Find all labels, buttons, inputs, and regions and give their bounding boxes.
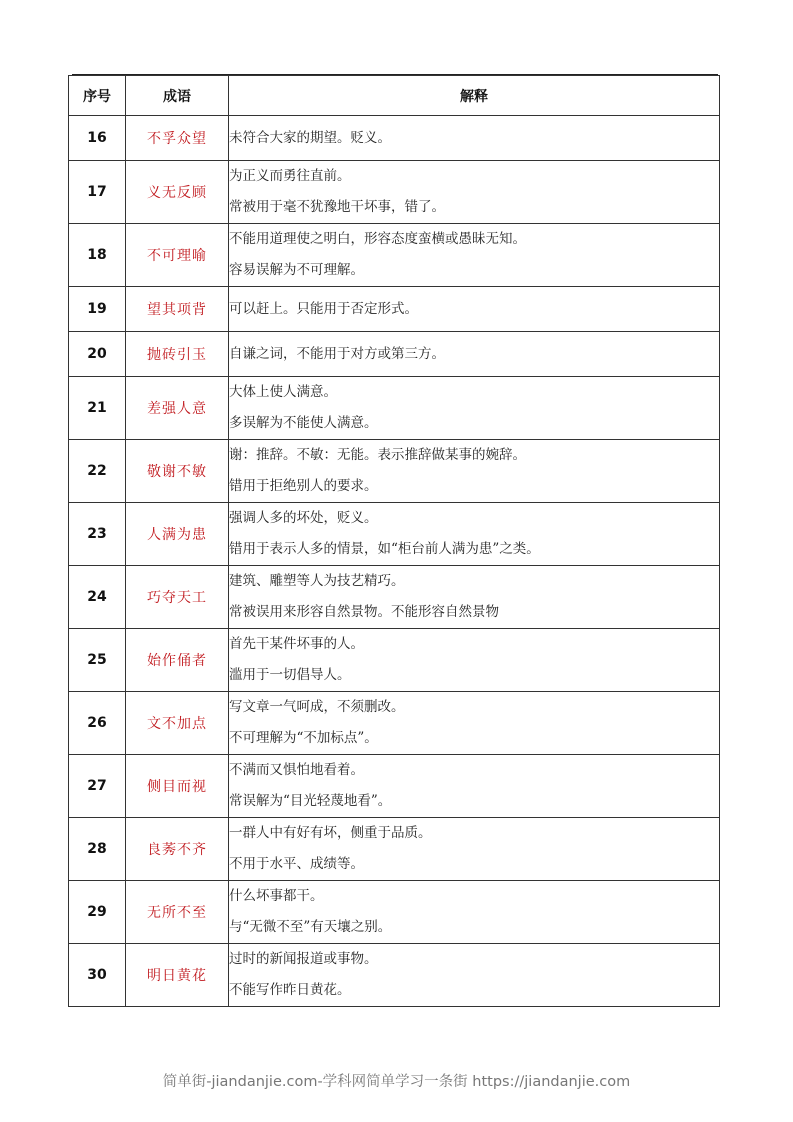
row-idiom: 良莠不齐 bbox=[126, 818, 229, 881]
row-number: 21 bbox=[69, 377, 126, 440]
explanation-line: 滥用于一切倡导人。 bbox=[229, 667, 351, 683]
row-number: 23 bbox=[69, 503, 126, 566]
table-header-row bbox=[69, 76, 720, 116]
row-explanation bbox=[229, 755, 720, 818]
explanation-line: 一群人中有好有坏，侧重于品质。 bbox=[229, 825, 432, 841]
explanation-line: 常被用于毫不犹豫地干坏事，错了。 bbox=[229, 199, 445, 215]
table-row bbox=[69, 377, 720, 440]
row-explanation bbox=[229, 161, 720, 224]
explanation-line: 建筑、雕塑等人为技艺精巧。 bbox=[229, 573, 405, 589]
explanation-line: 常被误用来形容自然景物。不能形容自然景物 bbox=[229, 604, 499, 620]
row-number: 26 bbox=[69, 692, 126, 755]
idiom-table bbox=[68, 75, 720, 1007]
table-row bbox=[69, 692, 720, 755]
explanation-line: 不能写作昨日黄花。 bbox=[229, 982, 351, 998]
row-explanation bbox=[229, 116, 720, 161]
header-idiom: 成语 bbox=[126, 76, 229, 116]
row-number: 20 bbox=[69, 332, 126, 377]
row-explanation bbox=[229, 629, 720, 692]
explanation-line: 首先干某件坏事的人。 bbox=[229, 636, 364, 652]
row-idiom: 无所不至 bbox=[126, 881, 229, 944]
row-idiom: 义无反顾 bbox=[126, 161, 229, 224]
table-row bbox=[69, 503, 720, 566]
explanation-line: 常误解为“目光轻蔑地看”。 bbox=[229, 793, 392, 809]
row-idiom: 明日黄花 bbox=[126, 944, 229, 1007]
table-row bbox=[69, 224, 720, 287]
explanation-line: 不用于水平、成绩等。 bbox=[229, 856, 364, 872]
row-number: 19 bbox=[69, 287, 126, 332]
table-row bbox=[69, 818, 720, 881]
row-number: 27 bbox=[69, 755, 126, 818]
row-explanation bbox=[229, 944, 720, 1007]
row-number: 16 bbox=[69, 116, 126, 161]
footer-watermark: 简单街-jiandanjie.com-学科网简单学习一条街 https://jiandanjie.com bbox=[162, 1074, 631, 1090]
table-row bbox=[69, 629, 720, 692]
row-number: 18 bbox=[69, 224, 126, 287]
explanation-line: 与“无微不至”有天壤之别。 bbox=[229, 919, 392, 935]
table-body bbox=[69, 116, 720, 1007]
explanation-line: 容易误解为不可理解。 bbox=[229, 262, 364, 278]
table-row bbox=[69, 566, 720, 629]
table-row bbox=[69, 332, 720, 377]
header-explanation: 解释 bbox=[229, 76, 720, 116]
row-idiom: 抛砖引玉 bbox=[126, 332, 229, 377]
row-idiom: 人满为患 bbox=[126, 503, 229, 566]
explanation-line: 过时的新闻报道或事物。 bbox=[229, 951, 378, 967]
row-explanation bbox=[229, 881, 720, 944]
row-explanation bbox=[229, 287, 720, 332]
table-row bbox=[69, 440, 720, 503]
explanation-line: 可以赶上。只能用于否定形式。 bbox=[229, 300, 418, 317]
explanation-line: 不满而又惧怕地看着。 bbox=[229, 762, 364, 778]
row-number: 17 bbox=[69, 161, 126, 224]
explanation-line: 大体上使人满意。 bbox=[229, 384, 337, 400]
row-explanation bbox=[229, 332, 720, 377]
row-number: 28 bbox=[69, 818, 126, 881]
explanation-line: 多误解为不能使人满意。 bbox=[229, 415, 378, 431]
row-explanation bbox=[229, 224, 720, 287]
explanation-line: 谢：推辞。不敏：无能。表示推辞做某事的婉辞。 bbox=[229, 447, 526, 463]
row-number: 22 bbox=[69, 440, 126, 503]
row-explanation bbox=[229, 377, 720, 440]
row-idiom: 望其项背 bbox=[126, 287, 229, 332]
row-explanation bbox=[229, 440, 720, 503]
row-explanation bbox=[229, 818, 720, 881]
row-idiom: 差强人意 bbox=[126, 377, 229, 440]
table-row bbox=[69, 881, 720, 944]
row-number: 29 bbox=[69, 881, 126, 944]
explanation-line: 错用于拒绝别人的要求。 bbox=[229, 478, 378, 494]
row-idiom: 敬谢不敏 bbox=[126, 440, 229, 503]
table-row bbox=[69, 116, 720, 161]
row-idiom: 巧夺天工 bbox=[126, 566, 229, 629]
explanation-line: 什么坏事都干。 bbox=[229, 888, 324, 904]
row-number: 30 bbox=[69, 944, 126, 1007]
row-idiom: 不可理喻 bbox=[126, 224, 229, 287]
row-number: 24 bbox=[69, 566, 126, 629]
table-row bbox=[69, 161, 720, 224]
header-number: 序号 bbox=[69, 76, 126, 116]
row-idiom: 侧目而视 bbox=[126, 755, 229, 818]
row-idiom: 始作俑者 bbox=[126, 629, 229, 692]
explanation-line: 自谦之词，不能用于对方或第三方。 bbox=[229, 345, 445, 362]
explanation-line: 强调人多的坏处，贬义。 bbox=[229, 510, 378, 526]
table-row bbox=[69, 287, 720, 332]
explanation-line: 错用于表示人多的情景，如“柜台前人满为患”之类。 bbox=[229, 541, 540, 557]
row-explanation bbox=[229, 503, 720, 566]
row-explanation bbox=[229, 692, 720, 755]
explanation-line: 为正义而勇往直前。 bbox=[229, 168, 351, 184]
table-row bbox=[69, 944, 720, 1007]
explanation-line: 未符合大家的期望。贬义。 bbox=[229, 129, 391, 146]
explanation-line: 写文章一气呵成，不须删改。 bbox=[229, 699, 405, 715]
row-idiom: 文不加点 bbox=[126, 692, 229, 755]
row-idiom: 不孚众望 bbox=[126, 116, 229, 161]
table-row bbox=[69, 755, 720, 818]
row-explanation bbox=[229, 566, 720, 629]
explanation-line: 不能用道理使之明白，形容态度蛮横或愚昧无知。 bbox=[229, 231, 526, 247]
row-number: 25 bbox=[69, 629, 126, 692]
explanation-line: 不可理解为“不加标点”。 bbox=[229, 730, 378, 746]
